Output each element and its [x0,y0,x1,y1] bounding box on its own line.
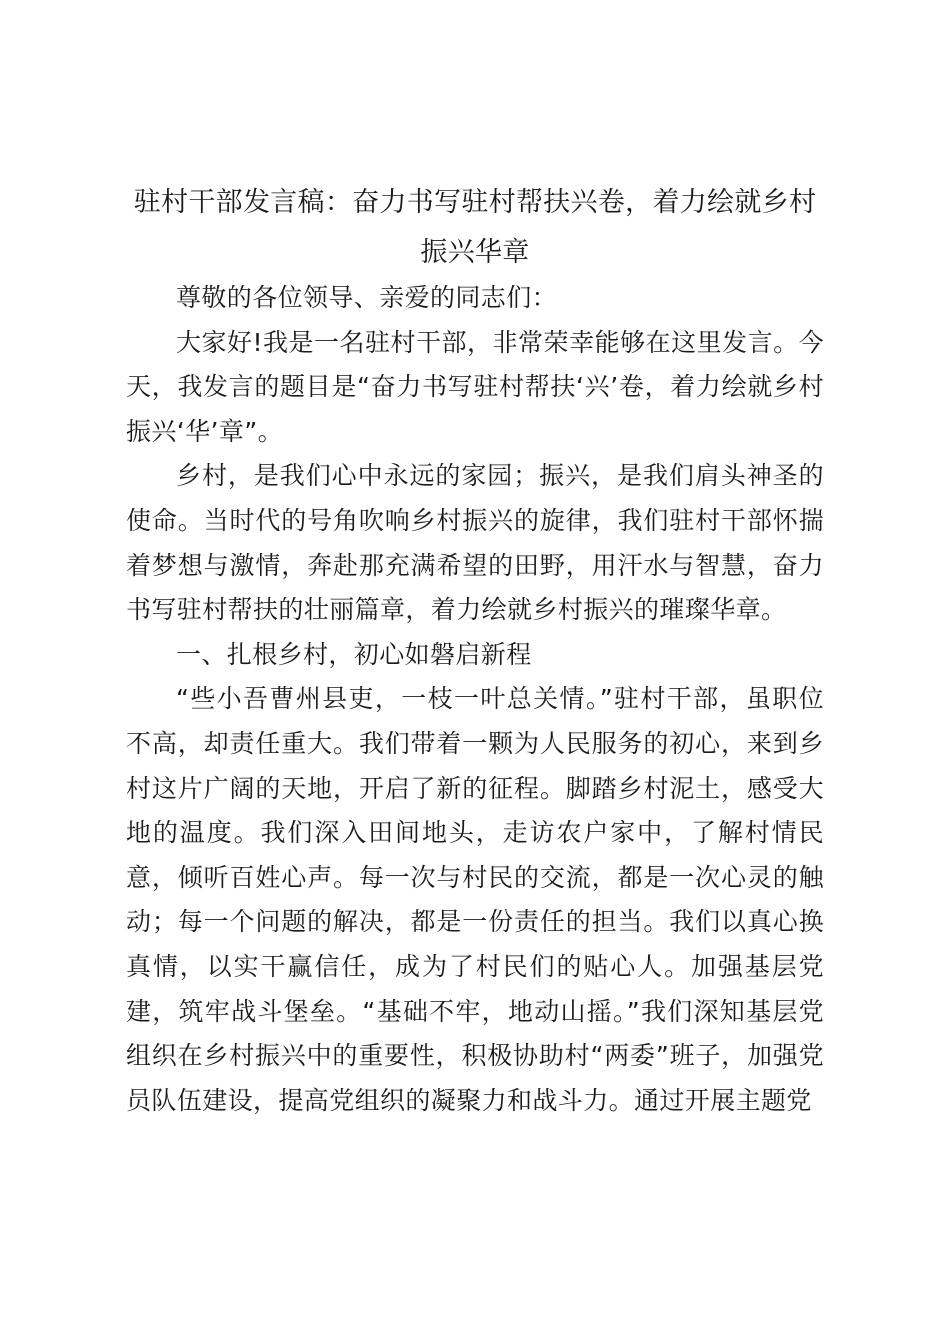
salutation-paragraph: 尊敬的各位领导、亲爱的同志们： [176,283,558,312]
section-paragraph: “些小吾曹州县吏，一枝一叶总关情。”驻村干部，虽职位不高，却责任重大。我们带着一颗为人民服务的初心，来到乡村这片广阔的天地，开启了新的征程。脚踏乡村泥土，感受大地的温度。我们深入田间地头，走访农户家中，了解村情民意，倾听百姓心声。每一次与村民的交流，都是一次心灵的触动；每一个问题的解决，都是一份责任的担当。我们以真心换真情，以实干赢信任，成为了村民们的贴心人。加强基层党建，筑牢战斗堡垒。“基础不牢，地动山摇。”我们深知基层党组织在乡村振兴中的重要性，积极协助村“两委”班子，加强党员队伍建设，提高党组织的凝聚力和战斗力。通过开展主题党 [126,684,824,1115]
document-title: 驻村干部发言稿：奋力书写驻村帮扶兴卷，着力绘就乡村振兴华章 [133,187,817,268]
greeting-paragraph: 大家好!我是一名驻村干部，非常荣幸能够在这里发言。今天，我发言的题目是“奋力书写驻村帮扶‘兴’卷，着力绘就乡村振兴‘华’章”。 [126,327,824,446]
document-body [126,276,824,1123]
intro-paragraph: 乡村，是我们心中永远的家园；振兴，是我们肩头神圣的使命。当时代的号角吹响乡村振兴的旋律，我们驻村干部怀揣着梦想与激情，奔赴那充满希望的田野，用汗水与智慧，奋力书写驻村帮扶的壮丽篇章，着力绘就乡村振兴的璀璨华章。 [126,461,824,625]
section-heading: 一、扎根乡村，初心如磐启新程 [176,639,532,669]
